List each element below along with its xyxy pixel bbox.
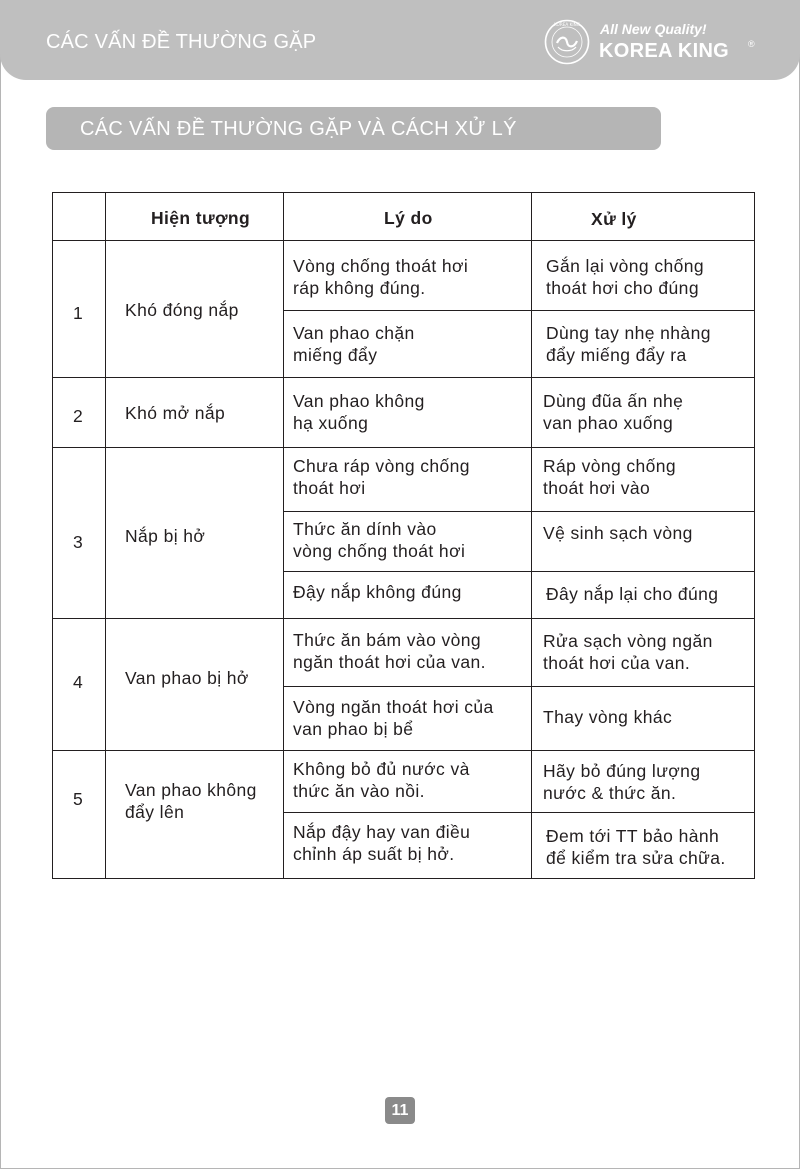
table-hline xyxy=(283,310,755,311)
solution-cell: Rửa sạch vòng ngăn xyxy=(543,631,713,651)
cause-cell: chỉnh áp suất bị hở. xyxy=(293,844,455,864)
seal-text: KOREA KING xyxy=(554,21,580,27)
table-hline xyxy=(283,812,755,813)
table-vline xyxy=(105,192,106,879)
cause-cell: ráp không đúng. xyxy=(293,278,426,298)
table-vline xyxy=(283,192,284,879)
row-number: 3 xyxy=(73,532,84,552)
cause-cell: thoát hơi xyxy=(293,478,366,498)
cause-cell: Thức ăn bám vào vòng xyxy=(293,630,482,650)
symptom-cell: Khó mở nắp xyxy=(125,403,226,423)
cause-cell: thức ăn vào nồi. xyxy=(293,781,425,801)
cause-cell: van phao bị bể xyxy=(293,719,414,739)
table-hline xyxy=(283,511,755,512)
brand-registered-mark: ® xyxy=(748,39,755,49)
table-hline xyxy=(52,377,755,378)
solution-cell: thoát hơi vào xyxy=(543,478,651,498)
solution-cell: Gắn lại vòng chống xyxy=(546,256,705,276)
cause-cell: Thức ăn dính vào xyxy=(293,519,437,539)
solution-cell: nước & thức ăn. xyxy=(543,783,677,803)
solution-cell: Dùng đũa ấn nhẹ xyxy=(543,391,684,411)
brand-tagline: All New Quality! xyxy=(600,21,707,37)
table-vline xyxy=(531,192,532,879)
solution-cell: thoát hơi của van. xyxy=(543,653,691,673)
cause-cell: miếng đẩy xyxy=(293,345,378,365)
row-number: 1 xyxy=(73,303,84,323)
solution-cell: thoát hơi cho đúng xyxy=(546,278,699,298)
table-hline xyxy=(52,447,755,448)
symptom-cell: đẩy lên xyxy=(125,802,185,822)
solution-cell: đẩy miếng đẩy ra xyxy=(546,345,687,365)
cause-cell: Vòng chống thoát hơi xyxy=(293,256,469,276)
cause-cell: Vòng ngăn thoát hơi của xyxy=(293,697,494,717)
table-hline xyxy=(52,240,755,241)
cause-cell: vòng chống thoát hơi xyxy=(293,541,466,561)
cause-cell: Nắp đậy hay van điều xyxy=(293,822,471,842)
symptom-cell: Van phao bị hở xyxy=(125,668,249,688)
solution-cell: Đem tới TT bảo hành xyxy=(546,826,720,846)
solution-cell: Dùng tay nhẹ nhàng xyxy=(546,323,711,343)
cause-cell: ngăn thoát hơi của van. xyxy=(293,652,486,672)
solution-cell: để kiểm tra sửa chữa. xyxy=(546,848,726,868)
cause-cell: Van phao chặn xyxy=(293,323,415,343)
solution-cell: Ráp vòng chống xyxy=(543,456,677,476)
row-number: 5 xyxy=(73,789,84,809)
solution-cell: Đây nắp lại cho đúng xyxy=(546,584,719,604)
row-number: 2 xyxy=(73,406,84,426)
cause-cell: hạ xuống xyxy=(293,413,369,433)
page-number: 11 xyxy=(385,1097,415,1124)
header-cause: Lý do xyxy=(384,208,433,228)
cause-cell: Không bỏ đủ nước và xyxy=(293,759,470,779)
symptom-cell: Van phao không xyxy=(125,780,257,800)
header-title: CÁC VẤN ĐỀ THƯỜNG GẶP xyxy=(46,31,317,53)
cause-cell: Đậy nắp không đúng xyxy=(293,582,462,602)
row-number: 4 xyxy=(73,672,84,692)
table-hline xyxy=(52,618,755,619)
table-hline xyxy=(283,571,755,572)
table-hline xyxy=(52,750,755,751)
solution-cell: Hãy bỏ đúng lượng xyxy=(543,761,701,781)
cause-cell: Van phao không xyxy=(293,391,425,411)
brand-name: KOREA KING xyxy=(599,40,730,62)
symptom-cell: Khó đóng nắp xyxy=(125,300,239,320)
solution-cell: van phao xuống xyxy=(543,413,674,433)
solution-cell: Thay vòng khác xyxy=(543,707,673,727)
table-hline xyxy=(283,686,755,687)
cause-cell: Chưa ráp vòng chống xyxy=(293,456,470,476)
solution-cell: Vệ sinh sạch vòng xyxy=(543,523,693,543)
header-solution: Xử lý xyxy=(591,209,637,229)
symptom-cell: Nắp bị hở xyxy=(125,526,206,546)
header-symptom: Hiện tượng xyxy=(151,208,251,228)
section-title: CÁC VẤN ĐỀ THƯỜNG GẶP VÀ CÁCH XỬ LÝ xyxy=(80,118,517,140)
